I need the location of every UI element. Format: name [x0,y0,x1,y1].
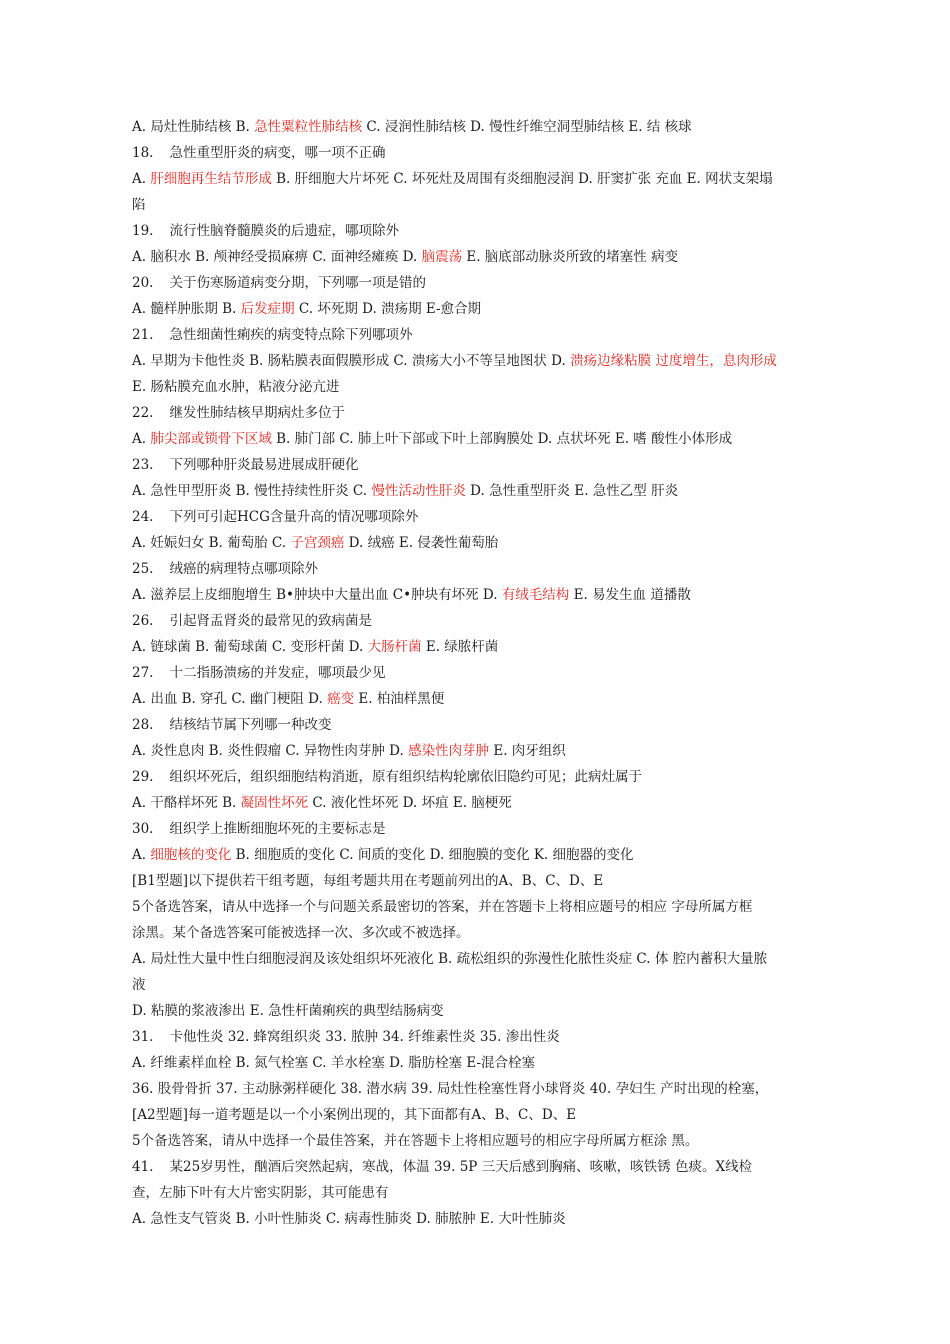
question-number: 19. [132,223,154,239]
option-text: [B1型题]以下提供若干组考题，每组考题共用在考题前列出的A、B、C、D、E [132,873,604,889]
question-number: 18. [132,145,154,161]
option-text: A. 出血 B. 穿孔 C. 幽门梗阻 D. [132,691,328,707]
option-text: C. 浸润性肺结核 D. 慢性纤维空洞型肺结核 E. 结 核球 [362,119,692,135]
option-line [132,790,832,816]
question-line [132,270,832,296]
option-text: 涂黑。某个备选答案可能被选择一次、多次或不被选择。 [132,925,470,941]
question-line [132,218,832,244]
question-text: 继发性肺结核早期病灶多位于 [169,405,345,421]
option-line [132,998,832,1024]
option-text: A. 滋养层上皮细胞增生 B•肿块中大量出血 C•肿块有坏死 D. [132,587,502,603]
question-text: 绒癌的病理特点哪项除外 [169,561,318,577]
question-line [132,608,832,634]
option-text: A. 纤维素样血栓 B. 氮气栓塞 C. 羊水栓塞 D. 脂肪栓塞 E-混合栓塞 [132,1055,536,1071]
question-line [132,660,832,686]
option-text: 5个备选答案，请从中选择一个最佳答案，并在答题卡上将相应题号的相应字母所属方框涂 黑。 [132,1133,699,1149]
correct-answer: 有绒毛结构 [501,587,570,603]
question-line [132,764,832,790]
option-line [132,478,832,504]
option-text: A. [132,431,151,447]
option-line [132,920,832,946]
option-text: E. 绿脓杆菌 [421,639,499,655]
correct-answer: 肝细胞再生结节形成 [150,171,272,187]
option-text: A. 局灶性肺结核 B. [132,119,255,135]
option-text: D. 急性重型肝炎 E. 急性乙型 肝炎 [465,483,679,499]
option-line [132,1076,832,1102]
question-line [132,712,832,738]
option-text: B. 肝细胞大片坏死 C. 坏死灶及周围有炎细胞浸润 D. 肝窦扩张 充血 E. 网状支架塌 [271,171,773,187]
option-text: B. 细胞质的变化 C. 间质的变化 D. 细胞膜的变化 K. 细胞器的变化 [231,847,634,863]
correct-answer: 后发症期 [240,301,295,317]
option-line [132,114,832,140]
option-line [132,738,832,764]
question-number: 20. [132,275,154,291]
correct-answer: 急性粟粒性肺结核 [254,119,363,135]
question-number: 25. [132,561,154,577]
question-number: 31. [132,1029,154,1045]
option-line [132,426,832,452]
question-text: 下列哪种肝炎最易进展成肝硬化 [169,457,359,473]
question-number: 29. [132,769,154,785]
option-text: D. 绒癌 E. 侵袭性葡萄胎 [344,535,499,551]
option-text: 5个备选答案，请从中选择一个与问题关系最密切的答案，并在答题卡上将相应题号的相应 字母所属方框 [132,899,753,915]
option-text: A. 急性支气管炎 B. 小叶性肺炎 C. 病毒性肺炎 D. 肺脓肿 E. 大叶性肺炎 [132,1211,566,1227]
option-text: A. [132,847,151,863]
option-line [132,842,832,868]
option-text: A. [132,171,151,187]
option-line [132,166,832,192]
option-text: C. 液化性坏死 D. 坏疽 E. 脑梗死 [308,795,512,811]
option-line [132,582,832,608]
option-line [132,530,832,556]
correct-answer: 脑震荡 [421,249,463,265]
option-text: E. 脑底部动脉炎所致的堵塞性 病变 [462,249,679,265]
option-text: A. 髓样肿胀期 B. [132,301,241,317]
question-line [132,452,832,478]
option-text: A. 脑积水 B. 颅神经受损麻痹 C. 面神经瘫痪 D. [132,249,422,265]
option-text: A. 早期为卡他性炎 B. 肠粘膜表面假膜形成 C. 溃疡大小不等呈地图状 D. [132,353,571,369]
option-line [132,634,832,660]
question-number: 27. [132,665,154,681]
option-line [132,1206,832,1232]
question-line [132,504,832,530]
question-text: 下列可引起HCG含量升高的情况哪项除外 [169,509,419,525]
correct-answer: 癌变 [327,691,355,707]
question-line [132,1024,832,1050]
question-list [132,114,832,1232]
question-text: 急性重型肝炎的病变，哪一项不正确 [169,145,386,161]
option-text: 36. 股骨骨折 37. 主动脉粥样硬化 38. 潜水病 39. 局灶性栓塞性肾小球肾炎 40. 孕妇生 产时出现的栓塞， [132,1081,769,1097]
correct-answer: 大肠杆菌 [367,639,422,655]
option-line [132,868,832,894]
question-number: 30. [132,821,154,837]
question-number: 21. [132,327,154,343]
question-line [132,140,832,166]
option-text: A. 局灶性大量中性白细胞浸润及该处组织坏死液化 B. 疏松组织的弥漫性化脓性炎症 C. 体 腔内蓄积大量脓 [132,951,768,967]
correct-answer: 凝固性坏死 [240,795,309,811]
option-text: [A2型题]每一道考题是以一个小案例出现的，其下面都有A、B、C、D、E [132,1107,577,1123]
option-line [132,296,832,322]
correct-answer: 子宫颈癌 [290,535,345,551]
option-text: A. 炎性息肉 B. 炎性假瘤 C. 异物性肉芽肿 D. [132,743,409,759]
question-text: 组织坏死后，组织细胞结构消逝，原有组织结构轮廓依旧隐约可见；此病灶属于 [169,769,642,785]
question-text: 关于伤寒肠道病变分期，下列哪一项是错的 [169,275,426,291]
option-line [132,1180,832,1206]
question-text: 组织学上推断细胞坏死的主要标志是 [169,821,386,837]
question-line [132,1154,832,1180]
option-line [132,192,832,218]
question-number: 23. [132,457,154,473]
option-text: A. 干酪样坏死 B. [132,795,241,811]
option-line [132,894,832,920]
question-line [132,322,832,348]
option-text: E. 肉牙组织 [489,743,566,759]
question-text: 十二指肠溃疡的并发症，哪项最少见 [169,665,386,681]
question-text: 卡他性炎 32. 蜂窝组织炎 33. 脓肿 34. 纤维素性炎 35. 渗出性炎 [169,1029,560,1045]
option-line [132,1128,832,1154]
question-number: 41. [132,1159,154,1175]
option-line [132,348,832,374]
question-text: 某25岁男性，酗酒后突然起病，寒战，体温 39. 5P 三天后感到胸痛、咳嗽，咳铁锈 色痰。X线检 [169,1159,753,1175]
option-line [132,972,832,998]
question-number: 28. [132,717,154,733]
option-text: E. 易发生血 道播散 [569,587,691,603]
option-line [132,244,832,270]
question-line [132,816,832,842]
option-text: B. 肺门部 C. 肺上叶下部或下叶上部胸膜处 D. 点状坏死 E. 嗜 酸性小体形成 [271,431,733,447]
option-text: 陷 [132,197,146,213]
option-line [132,1102,832,1128]
option-text: E. 柏油样黑便 [354,691,445,707]
option-line [132,946,832,972]
option-line [132,686,832,712]
correct-answer: 细胞核的变化 [150,847,232,863]
correct-answer: 溃疡边缘粘膜 过度增生，息肉形成 [570,353,777,369]
question-number: 26. [132,613,154,629]
correct-answer: 感染性肉芽肿 [408,743,490,759]
question-line [132,400,832,426]
option-text: 查，左肺下叶有大片密实阴影，其可能患有 [132,1185,389,1201]
question-line [132,556,832,582]
correct-answer: 慢性活动性肝炎 [371,483,466,499]
correct-answer: 肺尖部或锁骨下区域 [150,431,272,447]
question-number: 24. [132,509,154,525]
option-text: 液 [132,977,146,993]
option-text: D. 粘膜的浆液渗出 E. 急性杆菌痢疾的典型结肠病变 [132,1003,444,1019]
option-text: C. 坏死期 D. 溃疡期 E-愈合期 [294,301,482,317]
question-text: 引起肾盂肾炎的最常见的致病菌是 [169,613,372,629]
option-text: A. 妊娠妇女 B. 葡萄胎 C. [132,535,291,551]
option-text: A. 急性甲型肝炎 B. 慢性持续性肝炎 C. [132,483,372,499]
option-text: E. 肠粘膜充血水肿，粘液分泌亢进 [132,379,340,395]
option-text: A. 链球菌 B. 葡萄球菌 C. 变形杆菌 D. [132,639,368,655]
option-line [132,374,832,400]
option-line [132,1050,832,1076]
question-text: 急性细菌性痢疾的病变特点除下列哪项外 [169,327,413,343]
question-text: 结核结节属下列哪一种改变 [169,717,332,733]
question-number: 22. [132,405,154,421]
question-text: 流行性脑脊髓膜炎的后遗症，哪项除外 [169,223,399,239]
